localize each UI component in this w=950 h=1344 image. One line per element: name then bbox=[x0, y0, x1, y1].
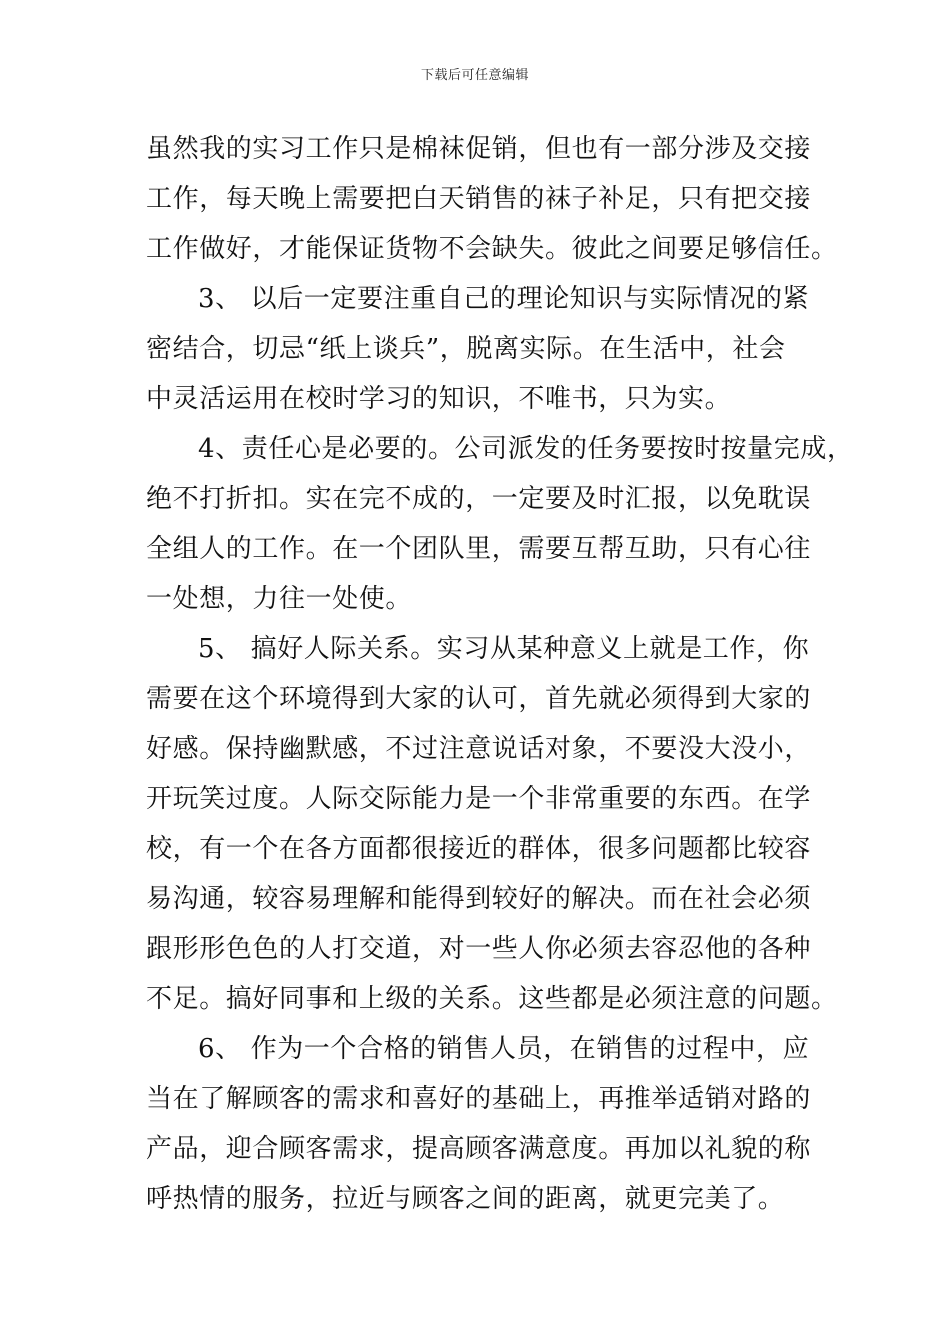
text-line: 工作，每天晚上需要把白天销售的袜子补足，只有把交接 bbox=[146, 184, 812, 214]
text-line: 中灵活运用在校时学习的知识，不唯书，只为实。 bbox=[146, 384, 732, 414]
text-line: 6、 作为一个合格的销售人员，在销售的过程中，应 bbox=[198, 1034, 810, 1064]
text-line: 5、 搞好人际关系。实习从某种意义上就是工作，你 bbox=[198, 634, 810, 664]
text-line: 3、 以后一定要注重自己的理论知识与实际情况的紧 bbox=[198, 284, 810, 314]
text-line: 4、责任心是必要的。公司派发的任务要按时按量完成， bbox=[198, 434, 854, 464]
text-line: 密结合，切忌“纸上谈兵”，脱离实际。在生活中，社会 bbox=[146, 334, 786, 364]
text-line: 开玩笑过度。人际交际能力是一个非常重要的东西。在学 bbox=[146, 784, 812, 814]
document-body bbox=[146, 124, 854, 1224]
text-line: 呼热情的服务，拉近与顾客之间的距离，就更完美了。 bbox=[146, 1184, 785, 1214]
text-line: 易沟通，较容易理解和能得到较好的解决。而在社会必须 bbox=[146, 884, 812, 914]
text-line: 一处想，力往一处使。 bbox=[146, 584, 413, 614]
text-line: 虽然我的实习工作只是棉袜促销，但也有一部分涉及交接 bbox=[146, 134, 812, 164]
text-line: 绝不打折扣。实在完不成的，一定要及时汇报，以免耽误 bbox=[146, 484, 812, 514]
text-line: 校，有一个在各方面都很接近的群体，很多问题都比较容 bbox=[146, 834, 812, 864]
text-line: 产品，迎合顾客需求，提高顾客满意度。再加以礼貌的称 bbox=[146, 1134, 812, 1164]
text-line: 好感。保持幽默感，不过注意说话对象，不要没大没小， bbox=[146, 734, 812, 764]
text-line: 全组人的工作。在一个团队里，需要互帮互助，只有心往 bbox=[146, 534, 812, 564]
text-line: 需要在这个环境得到大家的认可，首先就必须得到大家的 bbox=[146, 684, 812, 714]
text-line: 当在了解顾客的需求和喜好的基础上，再推举适销对路的 bbox=[146, 1084, 812, 1114]
page-header: 下载后可任意编辑 bbox=[420, 68, 529, 83]
text-line: 工作做好，才能保证货物不会缺失。彼此之间要足够信任。 bbox=[146, 234, 838, 264]
text-line: 不足。搞好同事和上级的关系。这些都是必须注意的问题。 bbox=[146, 984, 838, 1014]
text-line: 跟形形色色的人打交道，对一些人你必须去容忍他的各种 bbox=[146, 934, 812, 964]
